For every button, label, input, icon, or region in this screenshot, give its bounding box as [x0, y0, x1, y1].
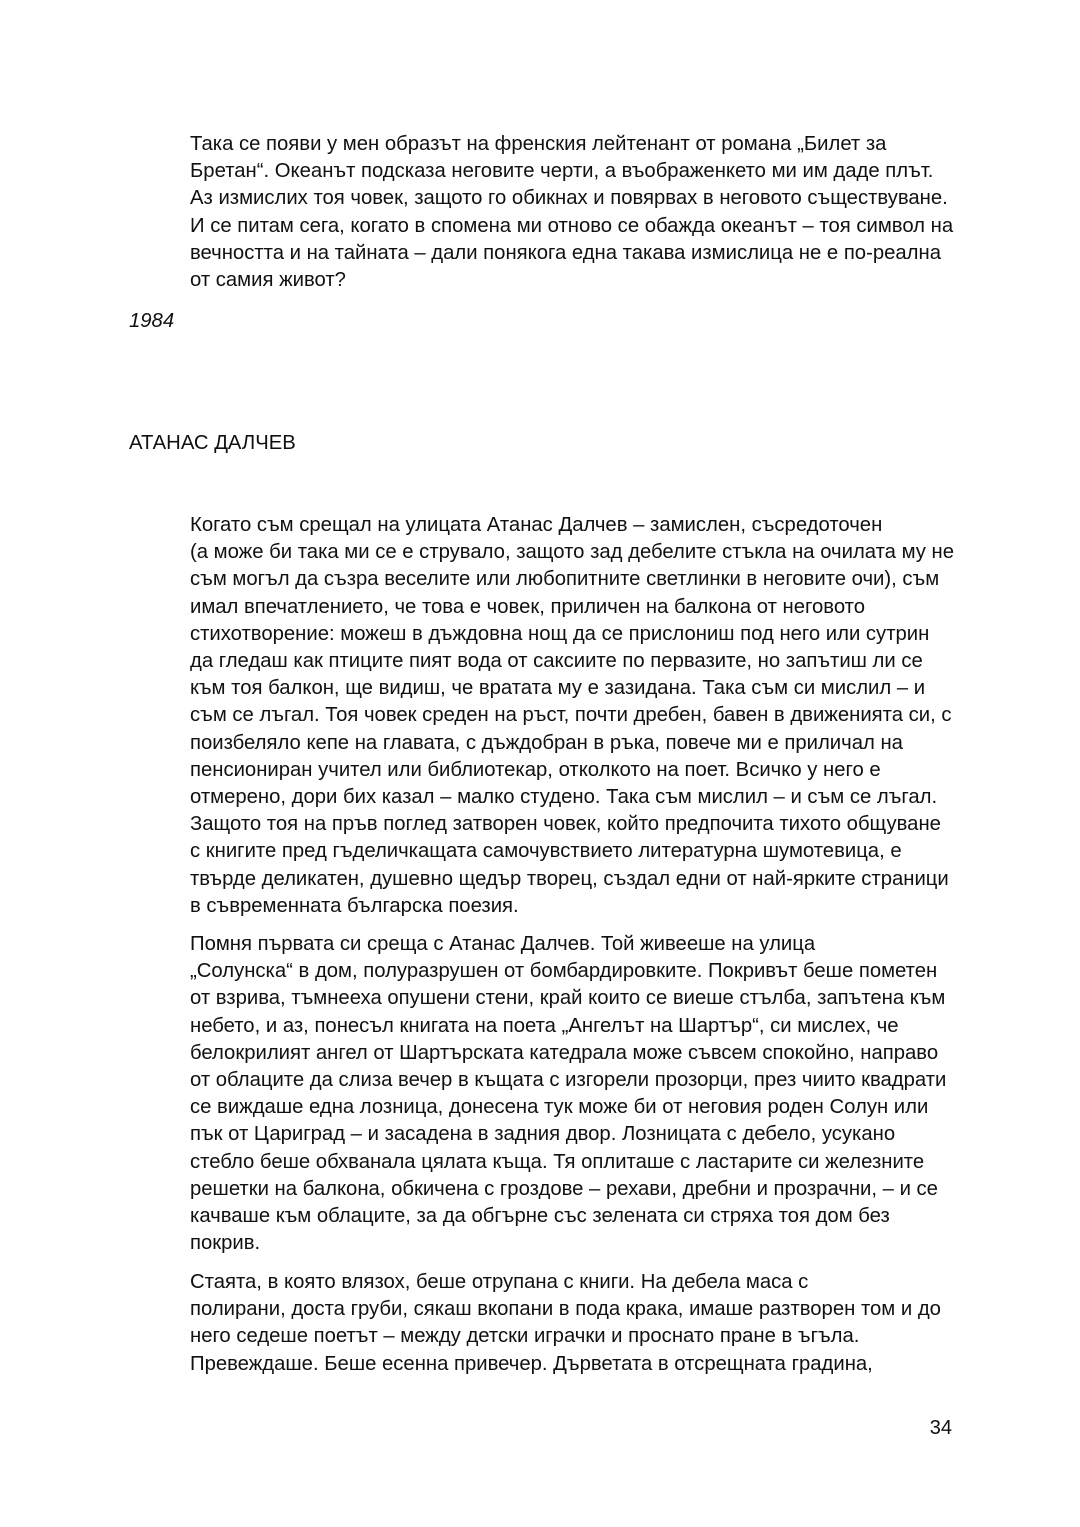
paragraph-line: от взрива, тъмнееха опушени стени, край които се виеше стълба, запътена към: [190, 987, 946, 1010]
paragraph-line: Бретан“. Океанът подсказа неговите черти, а въображенкето ми им даде плът.: [190, 160, 934, 183]
paragraph-line: имал впечатлението, че това е човек, приличен на балкона от неговото: [190, 595, 865, 618]
paragraph-line: Аз измислих тоя човек, защото го обикнах и повярвах в неговото съществуване.: [190, 187, 948, 210]
paragraph-line: Когато съм срещал на улицата Атанас Далчев – замислен, съсредоточен: [190, 514, 883, 536]
paragraph-3: [129, 1269, 954, 1378]
paragraph-intro: [129, 131, 954, 294]
paragraph-2: [129, 931, 954, 1257]
paragraph-line: от облаците да слиза вечер в къщата с изгорели прозорци, през чиито квадрати: [190, 1069, 947, 1092]
paragraph-line: пък от Цариград – и засадена в задния двор. Лозницата с дебело, усукано: [190, 1123, 896, 1146]
page-number: 34: [929, 1417, 952, 1439]
paragraph-line: вечността и на тайната – дали понякога една такава измислица не е по-реална: [190, 241, 941, 264]
paragraph-1: [129, 512, 954, 920]
paragraph-line: съм могъл да съзра веселите или любопитните светлинки в неговите очи), съм: [190, 568, 940, 591]
paragraph-line: съм се лъгал. Тоя човек среден на ръст, почти дребен, бавен в движенията си, с: [190, 704, 952, 727]
paragraph-line: Така се появи у мен образът на френския лейтенант от романа „Билет за: [190, 133, 887, 155]
paragraph-line: полирани, доста груби, сякаш вкопани в пода крака, имаше разтворен том и до: [190, 1298, 941, 1321]
paragraph-line: поизбеляло кепе на главата, с дъждобран в ръка, повече ми е приличал на: [190, 731, 903, 754]
paragraph-line: пенсиониран учител или библиотекар, отколкото на поет. Всичко у него е: [190, 758, 881, 781]
paragraph-line: към тоя балкон, ще видиш, че вратата му е зазидана. Така съм си мислил – и: [190, 677, 926, 700]
paragraph-line: И се питам сега, когато в спомена ми отново се обажда океанът – тоя символ на: [190, 214, 954, 237]
paragraph-line: белокрилият ангел от Шартърската катедрала може съвсем спокойно, направо: [190, 1041, 939, 1064]
paragraph-line: покрив.: [190, 1232, 261, 1255]
section-heading: АТАНАС ДАЛЧЕВ: [129, 432, 296, 454]
paragraph-line: небето, и аз, понесъл книгата на поета „Ангелът на Шартър“, си мислех, че: [190, 1014, 899, 1037]
paragraph-line: да гледаш как птиците пият вода от саксиите по первазите, но запътиш ли се: [190, 650, 923, 673]
paragraph-line: от самия живот?: [190, 269, 346, 292]
paragraph-line: с книгите пред гъделичкащата самочувствието литературна шумотевица, е: [190, 840, 902, 863]
paragraph-line: отмерено, дори бих казал – малко студено. Така съм мислил – и съм се лъгал.: [190, 786, 938, 809]
paragraph-line: Защото тоя на пръв поглед затворен човек, който предпочита тихото общуване: [190, 813, 941, 836]
paragraph-line: качваше към облаците, за да обгърне със зелената си стряха тоя дом без: [190, 1205, 890, 1228]
paragraph-line: стихотворение: можеш в дъждовна нощ да се прислониш под него или сутрин: [190, 622, 930, 645]
paragraph-line: Превеждаше. Беше есенна привечер. Дърветата в отсрещната градина,: [190, 1352, 873, 1375]
paragraph-line: твърде деликатен, душевно щедър творец, създал едни от най-ярките страници: [190, 867, 949, 890]
paragraph-line: решетки на балкона, обкичена с гроздове – рехави, дребни и прозрачни, – и се: [190, 1177, 938, 1200]
paragraph-line: него седеше поетът – между детски играчки и проснато пране в ъгъла.: [190, 1325, 860, 1348]
year-date: 1984: [129, 310, 175, 332]
paragraph-line: се виждаше една лозница, донесена тук може би от неговия роден Солун или: [190, 1096, 929, 1119]
paragraph-line: „Солунска“ в дом, полуразрушен от бомбардировките. Покривът беше пометен: [190, 960, 938, 983]
paragraph-line: стебло беше обхванала цялата къща. Тя оплиташе с ластарите си железните: [190, 1150, 925, 1173]
paragraph-line: (а може би така ми се е струвало, защото зад дебелите стъкла на очилата му не: [190, 541, 955, 564]
paragraph-line: в съвременната българска поезия.: [190, 894, 519, 917]
paragraph-line: Помня първата си среща с Атанас Далчев. Той живееше на улица: [190, 933, 816, 955]
paragraph-line: Стаята, в която влязох, беше отрупана с книги. На дебела маса с: [190, 1271, 809, 1293]
